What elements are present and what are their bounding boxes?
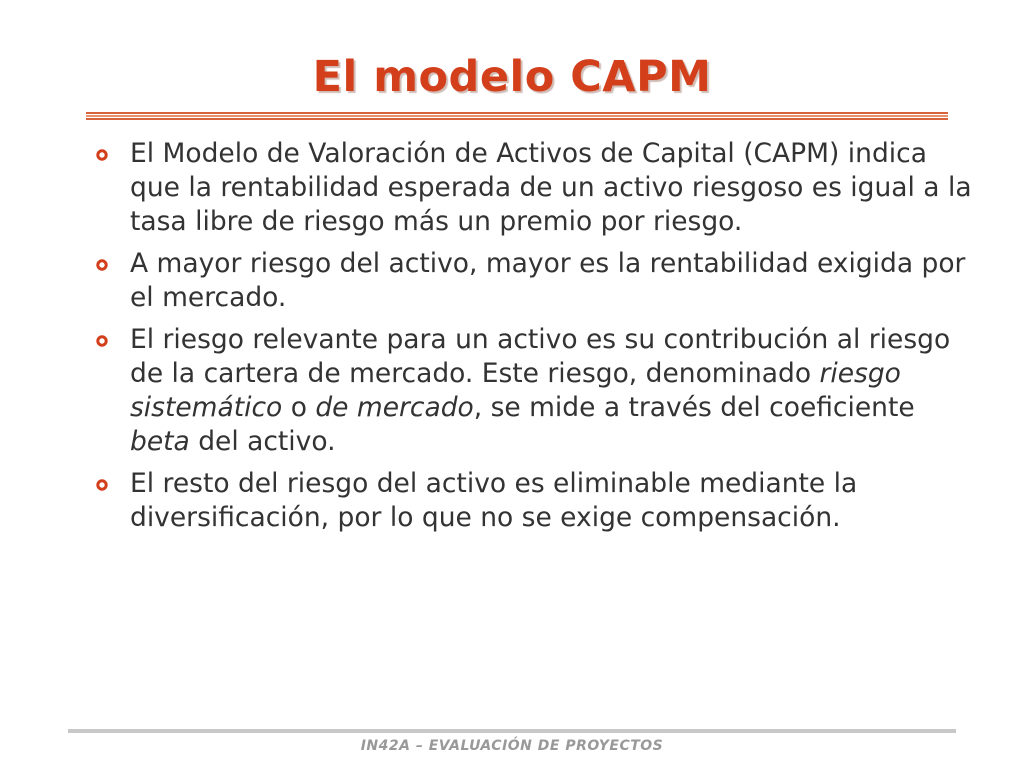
title-underline-middle [86,115,948,117]
italic-term-riesgo-sistematico: riesgo sistemático [130,358,901,423]
hollow-circle-bullet-icon [96,259,108,271]
title-underline-top [86,112,948,114]
footer-text: IN42A – EVALUACIÓN DE PROYECTOS [360,738,664,754]
bullet-text: El Modelo de Valoración de Activos de Capital (CAPM) indica que la rentabilidad esperada de un activo riesgoso es igual a la tasa libre de riesgo más un premio por riesgo. [130,138,972,237]
bullet-item [92,323,972,459]
slide-title: El modelo CAPM [312,52,712,102]
title-underline [86,112,948,120]
bullet-text-part: El riesgo relevante para un activo es su contribución al riesgo de la cartera de mercado. Este riesgo, denominado [130,324,951,389]
bullet-text-part: , se mide a través del coeficiente [473,392,915,423]
bullet-item [92,247,972,315]
hollow-circle-bullet-icon [96,335,108,347]
bullet-text: El resto del riesgo del activo es eliminable mediante la diversificación, por lo que no se exige compensación. [130,468,858,533]
footer-divider [68,729,956,733]
bullet-item [92,137,972,239]
italic-term-de-mercado: de mercado [315,392,474,423]
hollow-circle-bullet-icon [96,479,108,491]
bullet-item [92,467,972,535]
bullet-list [92,137,972,543]
title-underline-bottom [86,118,948,120]
bullet-text-part: o [282,392,316,423]
bullet-text [130,324,950,457]
bullet-text: A mayor riesgo del activo, mayor es la rentabilidad exigida por el mercado. [130,248,966,313]
hollow-circle-bullet-icon [96,149,108,161]
italic-term-beta: beta [130,426,190,457]
bullet-text-part: del activo. [189,426,336,457]
